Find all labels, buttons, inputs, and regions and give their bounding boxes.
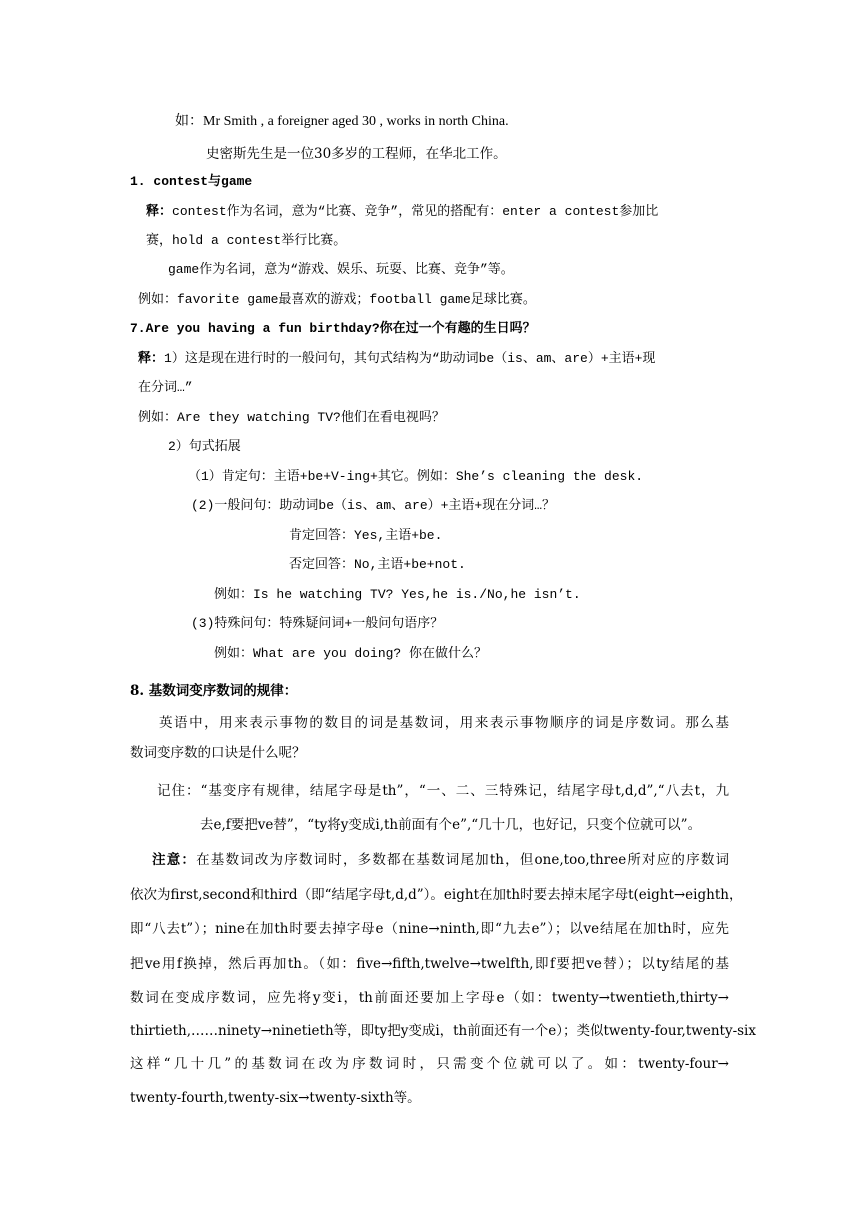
section-7-line-10: (3)特殊问句：特殊疑问词+一般问句语序？ xyxy=(191,616,444,631)
explanation-label: 释： xyxy=(138,351,165,366)
explanation-label: 释： xyxy=(146,204,173,219)
section-1-line-2: 赛，hold a contest举行比赛。 xyxy=(146,233,347,248)
section-7-line-2: 在分词…” xyxy=(138,380,193,395)
example-sentence: Mr Smith , a foreigner aged 30 , works in north China. xyxy=(203,114,509,129)
section-1-line-1-text: contest作为名词，意为“比赛、竞争”，常见的搭配有：enter a contest参加比 xyxy=(172,204,659,219)
section-8-note-line-2: 依次为first,second和third（即“结尾字母t,d,d”）。eight在加th时要去掉末尾字母t(eight→eighth， xyxy=(130,887,743,903)
section-1-title: 1. contest与game xyxy=(130,174,253,189)
section-7-line-4: 2）句式拓展 xyxy=(168,439,241,454)
section-8-line-4: 去e,f要把ve替”，“ty将y变成i,th前面有个e”,“几十几，也好记，只变个位就可以”。 xyxy=(200,817,702,833)
section-7-line-5: （1）肯定句：主语+be+V-ing+其它。例如：She’s cleaning the desk. xyxy=(188,469,644,484)
section-8-note-line-7: 这样“几十几”的基数词在改为序数词时，只需变个位就可以了。如：twenty-four→ xyxy=(130,1056,729,1072)
note-label: 注意： xyxy=(152,852,197,868)
section-7-line-9: 例如：Is he watching TV? Yes,he is./No,he isn’t. xyxy=(214,587,581,602)
section-8-title: 8. 基数词变序数词的规律： xyxy=(130,683,298,699)
section-1-line-4: 例如：favorite game最喜欢的游戏；football game足球比赛。 xyxy=(138,292,536,307)
section-8-note-line-4: 把ve用f换掉，然后再加th。（如：five→fifth,twelve→twelfth,即f要把ve替）；以ty结尾的基 xyxy=(130,956,729,972)
section-8-line-1: 英语中，用来表示事物的数目的词是基数词，用来表示事物顺序的词是序数词。那么基 xyxy=(159,715,729,731)
section-8-line-3: 记住：“基变序有规律，结尾字母是th”，“一、二、三特殊记，结尾字母t,d,d”,“八去t，九 xyxy=(157,783,729,799)
section-7-line-1 xyxy=(138,349,655,369)
section-1-line-1 xyxy=(146,202,658,222)
example-translation: 史密斯先生是一位30多岁的工程师，在华北工作。 xyxy=(206,146,507,162)
section-8-note-line-1 xyxy=(152,850,729,870)
section-8-note-line-3: 即“八去t”）；nine在加th时要去掉字母e（nine→ninth,即“九去e”）；以ve结尾在加th时，应先 xyxy=(130,921,729,937)
section-1-line-3: game作为名词，意为“游戏、娱乐、玩耍、比赛、竞争”等。 xyxy=(168,262,514,277)
section-7-line-3: 例如：Are they watching TV?他们在看电视吗？ xyxy=(138,410,445,425)
example-line xyxy=(175,112,509,132)
example-label: 如： xyxy=(175,114,203,129)
section-7-line-7: 肯定回答：Yes,主语+be. xyxy=(289,528,443,543)
section-8-line-2: 数词变序数的口诀是什么呢？ xyxy=(130,745,306,761)
section-8-note-line-6: thirtieth,……ninety→ninetieth等，即ty把y变成i，th前面还有一个e）；类似twenty-four,twenty-six xyxy=(130,1023,756,1039)
section-8-note-line-8: twenty-fourth,twenty-six→twenty-sixth等。 xyxy=(130,1090,421,1106)
section-7-title: 7.Are you having a fun birthday?你在过一个有趣的生日吗？ xyxy=(130,321,536,336)
section-7-line-11: 例如：What are you doing? 你在做什么？ xyxy=(214,646,488,661)
section-8-note-line-5: 数词在变成序数词，应先将y变i，th前面还要加上字母e（如：twenty→twentieth,thirty→ xyxy=(130,990,729,1006)
section-8-note-line-1-text: 在基数词改为序数词时，多数都在基数词尾加th，但one,too,three所对应的序数词 xyxy=(196,852,730,868)
section-7-line-8: 否定回答：No,主语+be+not. xyxy=(289,557,466,572)
section-7-line-6: (2)一般问句：助动词be（is、am、are）+主语+现在分词…？ xyxy=(191,498,556,513)
section-7-line-1-text: 1）这是现在进行时的一般问句，其句式结构为“助动词be（is、am、are）+主语+现 xyxy=(164,351,656,366)
